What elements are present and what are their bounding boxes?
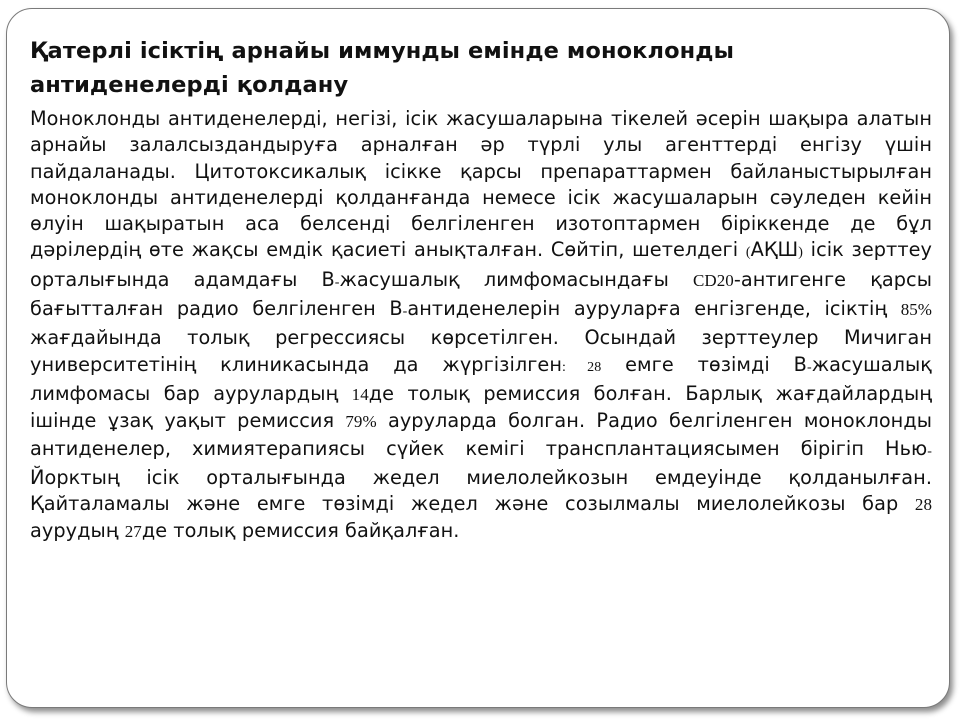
body-abbr: АҚШ [750,238,799,262]
body-text: де толық ремиссия байқалған. [141,519,460,543]
body-text: Йорктың ісік орталығында жедел миелолейкозын емдеуінде қолданылған. Қайталамалы және емге төзімді жедел және созылмалы миелолейкозы бар [30,465,932,516]
body-number: CD20 [693,270,734,290]
body-text: ісік зерттеу орталығында адамдағы В [30,238,932,291]
body-text: де толық ремиссия болған. Барлық жағдайлардың ішінде ұзақ уақыт ремиссия [30,381,933,433]
body-hyphen: - [806,359,812,375]
body-number: 79% [345,412,377,432]
slide-body [30,106,932,546]
body-number: 85% [900,300,932,320]
body-text: емге төзімді В [601,352,807,376]
body-text: жасушалық лимфомасындағы [339,267,693,291]
body-text: жағдайында толық регрессиясы көрсетілген. Осындай зерттеулер Мичиган университетінің клиникасында да жүргізілген [30,326,932,376]
body-number: : 28 [561,359,602,375]
body-number: 28 [914,495,932,515]
body-number: 14 [351,384,369,404]
body-text: ауруларда болган. Радио белгіленген моноклонды антиденелер, химиятерапиясы сүйек кемігі трансплантациясымен бірігіп Нью [30,409,932,460]
body-paren-close: ) [798,245,803,261]
body-text: антиденелерін ауруларға енгізгенде, ісіктің [407,297,901,321]
slide-content [30,34,932,546]
body-hyphen: - [927,443,932,459]
body-text: жасушалық лимфомасы бар аурулардың [30,352,932,405]
slide-title: Қатерлі ісіктің арнайы иммунды емінде моноклонды антиденелерді қолдану [30,38,735,98]
body-text: аурудың [30,519,125,543]
body-number: 27 [124,522,142,542]
body-text: -антигенге қарсы бағытталған радио белгіленген В [30,267,932,321]
body-paren-open: ( [745,245,751,261]
body-text: Моноклонды антиденелерді, негізі, ісік жасушаларына тікелей әсерін шақыра алатын арнайы залалсыздандыруға арналған әр түрлі улы агенттерді енгізу үшін пайдаланады. Цитотоксикалық ісікке қарсы препараттармен байланыстырылған моноклонды антиденелерді қолданғанда немесе ісік жасушаларын сәуледен кейін өлуін шақыратын аса белсенді белгіленген изотоптармен біріккенде де бұл дәрілердің өте жақсы емдік қасиеті анықталған. Сөйтіп, шетелдегі [30,107,932,262]
body-hyphen: - [334,274,340,290]
body-hyphen: - [402,304,408,320]
